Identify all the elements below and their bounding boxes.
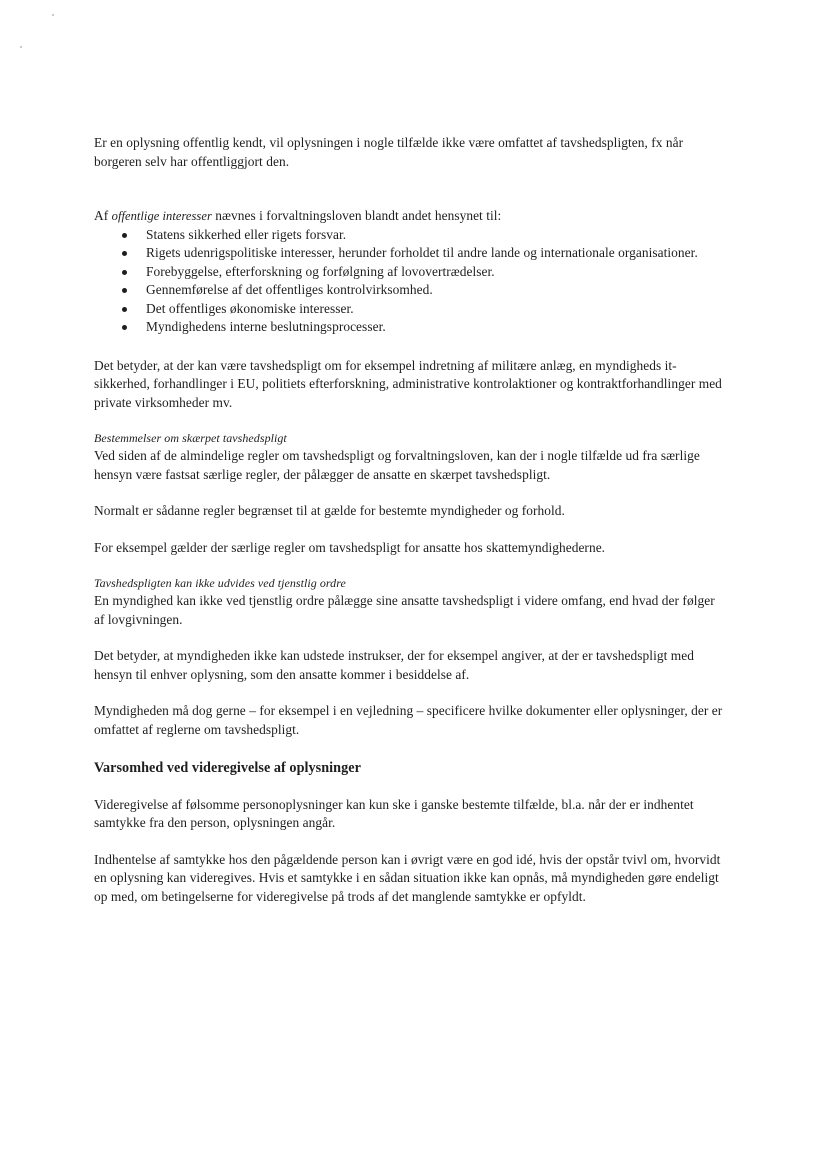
list-item: Statens sikkerhed eller rigets forsvar. [146,226,726,245]
skaerpet-paragraph-3: For eksempel gælder der særlige regler om tavshedspligt for ansatte hos skattemyndighederne. [94,539,606,555]
public-interests-intro-prefix: Af [94,208,112,223]
tjenstlig-paragraph-2: Det betyder, at myndigheden ikke kan udstede instrukser, der for eksempel angiver, at der er tavshedspligt med hensyn til enhver oplysning, som den ansatte kommer i besiddelse af. [94,648,694,682]
public-interests-example: Det betyder, at der kan være tavshedspligt om for eksempel indretning af militære anlæg, en myndigheds it-sikkerhed, forhandlinger i EU, politiets efterforskning, administrative kontrolaktioner og kontraktforhandlinger med private virksomheder mv. [94,357,722,410]
public-interests-intro-suffix: nævnes i forvaltningsloven blandt andet hensynet til: [211,208,502,223]
tjenstlig-paragraph-3: Myndigheden må dog gerne – for eksempel i en vejledning – specificere hvilke dokumenter eller oplysninger, der er omfattet af reglerne om tavshedspligt. [94,703,723,737]
list-item: Forebyggelse, efterforskning og forfølgning af lovovertrædelser. [146,263,726,282]
public-interests-list [94,226,726,337]
scan-speck [20,46,22,48]
tjenstlig-heading: Tavshedspligten kan ikke udvides ved tjenstlig ordre [94,576,346,590]
skaerpet-paragraph-2: Normalt er sådanne regler begrænset til at gælde for bestemte myndigheder og forhold. [94,503,565,518]
list-item: Det offentliges økonomiske interesser. [146,300,726,319]
intro-paragraph: Er en oplysning offentlig kendt, vil oplysningen i nogle tilfælde ikke være omfattet af tavshedspligten, fx når borgeren selv har offentliggjort den. [94,135,684,169]
skaerpet-heading: Bestemmelser om skærpet tavshedspligt [94,431,287,445]
skaerpet-paragraph-1: Ved siden af de almindelige regler om tavshedspligt og forvaltningsloven, kan der i nogle tilfælde ud fra særlige hensyn være fastsat særlige regler, der pålægger de ansatte en skærpet tavshedspligt. [94,448,700,482]
varsomhed-paragraph-1: Videregivelse af følsomme personoplysninger kan kun ske i ganske bestemte tilfælde, bl.a. når der er indhentet samtykke fra den person, oplysningen angår. [94,796,694,830]
public-interests-emphasis: offentlige interesser [111,209,212,223]
varsomhed-paragraph-2: Indhentelse af samtykke hos den pågældende person kan i øvrigt være en god idé, hvis der opstår tvivl om, hvorvidt en oplysning kan videregives. Hvis et samtykke i en sådan situation ikke kan opnås, må myndigheden gøre endeligt op med, om betingelserne for videregivelse på trods af det manglende samtykke er opfyldt. [94,851,721,904]
document-body [94,134,726,924]
list-item: Rigets udenrigspolitiske interesser, herunder forholdet til andre lande og internationale organisationer. [146,244,726,263]
scan-speck [52,14,54,16]
public-interests-intro [94,207,726,226]
varsomhed-heading: Varsomhed ved videregivelse af oplysninger [94,760,361,776]
list-item: Gennemførelse af det offentliges kontrolvirksomhed. [146,281,726,300]
tjenstlig-paragraph-1: En myndighed kan ikke ved tjenstlig ordre pålægge sine ansatte tavshedspligt i videre omfang, end hvad der følger af lovgivningen. [94,593,715,627]
list-item: Myndighedens interne beslutningsprocesser. [146,318,726,337]
